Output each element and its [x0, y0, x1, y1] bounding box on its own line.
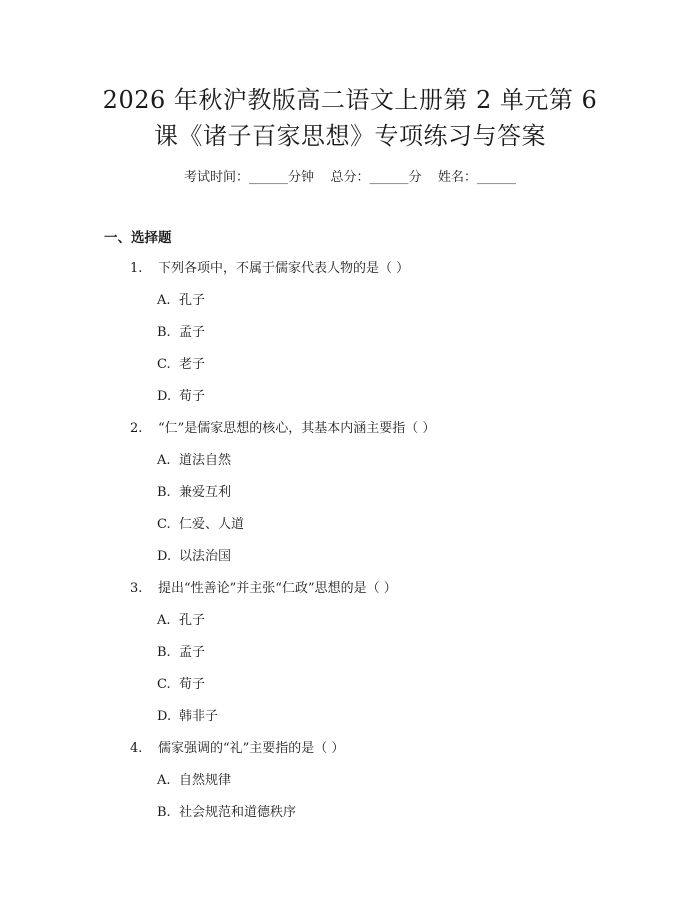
- option-text: 韩非子: [179, 709, 219, 724]
- section-title: 一、选择题: [104, 230, 172, 246]
- option-letter: A.: [157, 293, 171, 308]
- question-text: 儒家强调的“礼”主要指的是（ ）: [158, 741, 345, 756]
- question-number: 4.: [130, 741, 143, 756]
- option-text: 荀子: [179, 677, 206, 692]
- option-letter: A.: [157, 773, 171, 788]
- question-3-option-c: [157, 676, 205, 694]
- option-text: 孔子: [179, 613, 206, 628]
- page-title-line-1: 2026 年秋沪教版高二语文上册第 2 单元第 6: [102, 86, 598, 114]
- option-letter: C.: [157, 517, 171, 532]
- question-2-option-a: [157, 452, 231, 470]
- option-letter: B.: [157, 805, 171, 820]
- option-text: 老子: [179, 357, 206, 372]
- option-letter: D.: [157, 709, 172, 724]
- option-letter: B.: [157, 485, 171, 500]
- option-letter: B.: [157, 645, 171, 660]
- option-text: 道法自然: [179, 453, 232, 468]
- question-number: 3.: [130, 581, 143, 596]
- question-number: 2.: [130, 421, 143, 436]
- exam-meta-line: 考试时间：______分钟 总分：______分 姓名：______: [183, 170, 517, 185]
- option-letter: C.: [157, 677, 171, 692]
- question-1-option-c: [157, 356, 205, 374]
- question-2: [130, 420, 435, 438]
- question-2-option-c: [157, 516, 244, 534]
- question-2-option-d: [157, 548, 231, 566]
- question-1-option-d: [157, 388, 205, 406]
- option-letter: D.: [157, 389, 172, 404]
- question-3: [130, 580, 397, 598]
- question-2-option-b: [157, 484, 231, 502]
- question-1-option-a: [157, 292, 205, 310]
- option-text: 孔子: [179, 293, 206, 308]
- question-text: 下列各项中，不属于儒家代表人物的是（ ）: [158, 261, 410, 276]
- question-4-option-b: [157, 804, 296, 822]
- question-3-option-b: [157, 644, 205, 662]
- question-text: 提出“性善论”并主张“仁政”思想的是（ ）: [158, 581, 397, 596]
- option-text: 孟子: [179, 645, 206, 660]
- question-4-option-a: [157, 772, 231, 790]
- option-text: 社会规范和道德秩序: [179, 805, 297, 820]
- question-3-option-d: [157, 708, 218, 726]
- option-letter: A.: [157, 453, 171, 468]
- question-number: 1.: [130, 261, 143, 276]
- option-letter: B.: [157, 325, 171, 340]
- page-title-line-2: 课《诸子百家思想》专项练习与答案: [154, 122, 546, 150]
- option-text: 荀子: [179, 389, 206, 404]
- question-3-option-a: [157, 612, 205, 630]
- question-text: “仁”是儒家思想的核心，其基本内涵主要指（ ）: [158, 421, 436, 436]
- option-letter: C.: [157, 357, 171, 372]
- question-4: [130, 740, 344, 758]
- option-text: 以法治国: [179, 549, 232, 564]
- question-1-option-b: [157, 324, 205, 342]
- option-text: 兼爱互利: [179, 485, 232, 500]
- question-1: [130, 260, 409, 278]
- option-letter: D.: [157, 549, 172, 564]
- option-text: 仁爱、人道: [179, 517, 245, 532]
- option-letter: A.: [157, 613, 171, 628]
- option-text: 孟子: [179, 325, 206, 340]
- option-text: 自然规律: [179, 773, 232, 788]
